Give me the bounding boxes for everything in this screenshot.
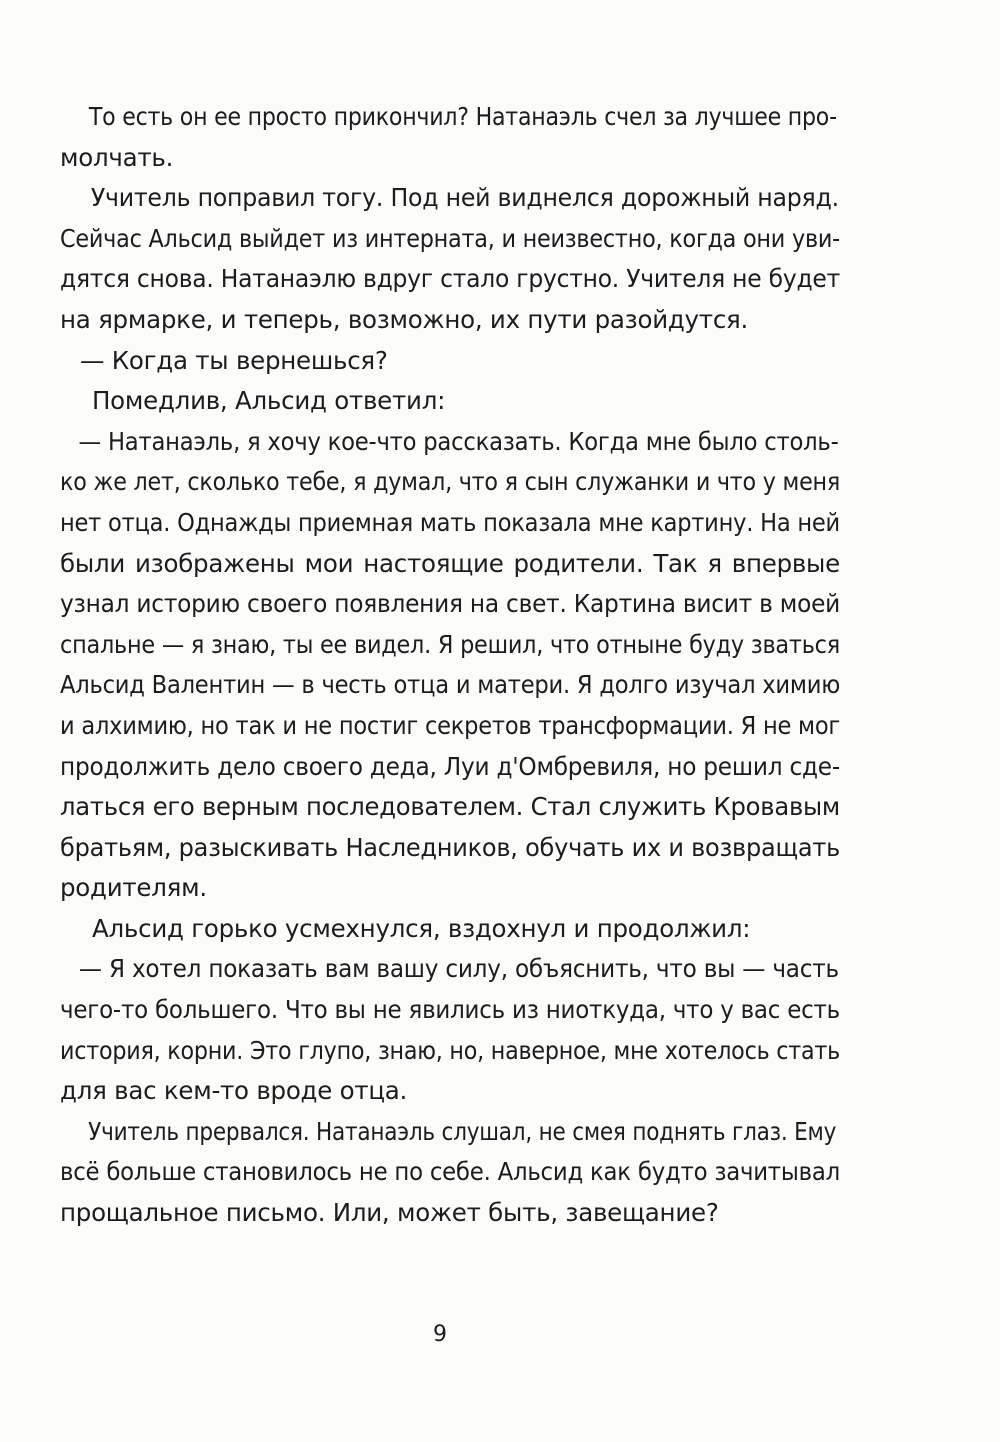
- text-line: на ярмарке, и теперь, возможно, их пути разойдутся.: [60, 304, 749, 334]
- text-line: — Когда ты вернешься?: [80, 345, 388, 375]
- narration-paragraph: [60, 97, 840, 178]
- text-line: и алхимию, но так и не постиг секретов трансформации. Я не мог: [60, 710, 841, 740]
- text-line: продолжить дело своего деда, Луи д'Омбревиля, но решил сде-: [60, 751, 840, 781]
- text-line: — Я хотел показать вам вашу силу, объяснить, что вы — часть: [78, 954, 839, 984]
- text-line: Учитель прервался. Натанаэль слушал, не смея поднять глаз. Ему: [88, 1116, 837, 1146]
- text-line: были изображены мои настоящие родители. Так я впервые: [60, 548, 840, 578]
- text-line: прощальное письмо. Или, может быть, завещание?: [60, 1198, 719, 1228]
- text-line: Альсид Валентин — в честь отца и матери. Я долго изучал химию: [60, 670, 841, 700]
- narration-paragraph: [60, 381, 840, 422]
- text-line: — Натанаэль, я хочу кое-что рассказать. Когда мне было столь-: [78, 426, 839, 456]
- text-line: история, корни. Это глупо, знаю, но, наверное, мне хотелось стать: [60, 1035, 841, 1065]
- text-line: То есть он ее просто прикончил? Натанаэль счел за лучшее про-: [88, 102, 837, 131]
- dialogue-paragraph: [60, 422, 840, 909]
- text-line: Сейчас Альсид выйдет из интерната, и неизвестно, когда они уви-: [60, 223, 841, 253]
- narration-paragraph: [60, 909, 840, 950]
- narration-paragraph: [60, 1112, 840, 1234]
- text-line: Учитель поправил тогу. Под ней виднелся дорожный наряд.: [90, 183, 839, 213]
- dialogue-paragraph: [60, 949, 840, 1111]
- text-line: Помедлив, Альсид ответил:: [92, 386, 446, 416]
- dialogue-paragraph: [60, 341, 840, 382]
- text-line: молчать.: [60, 142, 174, 172]
- text-line: ко же лет, сколько тебе, я думал, что я сын служанки и что у меня: [60, 467, 841, 497]
- text-line: нет отца. Однажды приемная мать показала мне картину. На ней: [60, 507, 840, 537]
- text-line: братьям, разыскивать Наследников, обучать их и возвращать: [60, 832, 841, 862]
- text-line: дятся снова. Натанаэлю вдруг стало грустно. Учителя не будет: [60, 264, 840, 294]
- text-line: чего-то большего. Что вы не явились из ниоткуда, что у вас есть: [60, 995, 840, 1025]
- text-line: для вас кем-то вроде отца.: [60, 1076, 408, 1106]
- page-body-text: [60, 97, 840, 1234]
- text-line: латься его верным последователем. Стал служить Кровавым: [60, 792, 841, 822]
- text-line: всё больше становилось не по себе. Альсид как будто зачитывал: [60, 1157, 840, 1187]
- text-line: родителям.: [60, 873, 207, 903]
- narration-paragraph: [60, 178, 840, 340]
- text-line: узнал историю своего появления на свет. Картина висит в моей: [60, 589, 841, 619]
- text-line: спальне — я знаю, ты ее видел. Я решил, что отныне буду зваться: [60, 629, 840, 659]
- page-number: 9: [433, 1322, 447, 1347]
- text-line: Альсид горько усмехнулся, вздохнул и продолжил:: [92, 913, 751, 943]
